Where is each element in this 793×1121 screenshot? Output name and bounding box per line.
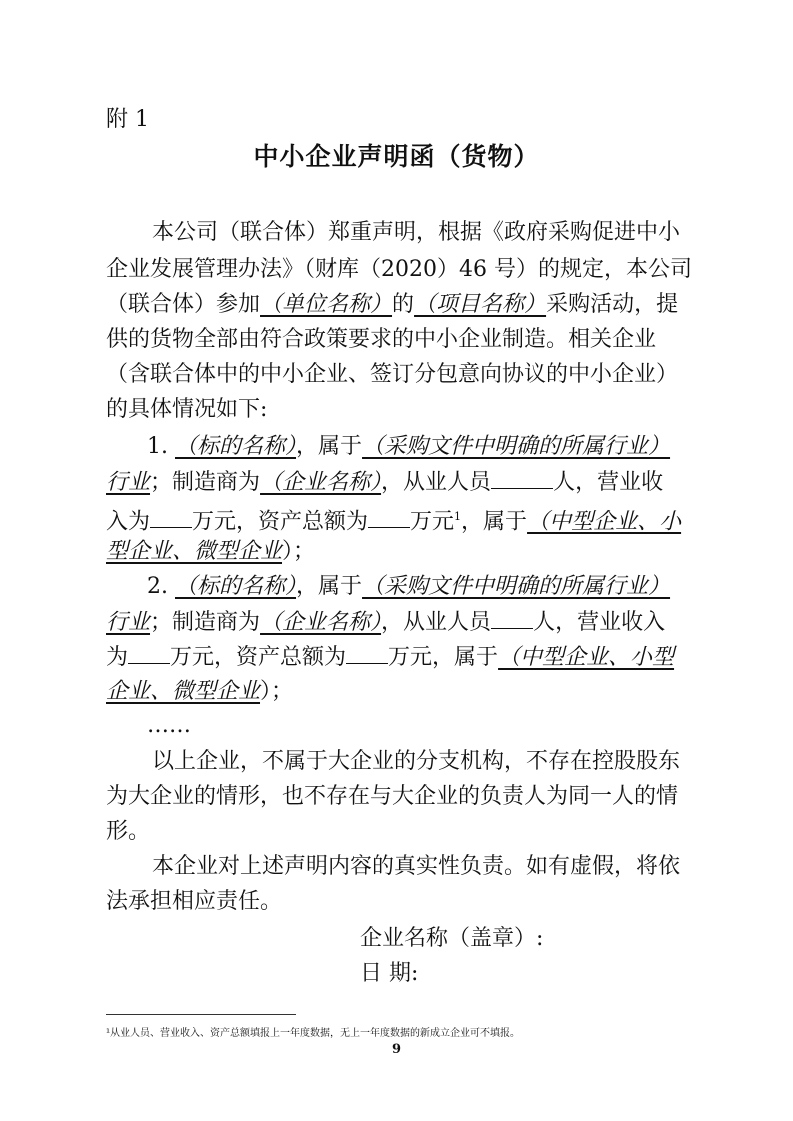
para1-text: 的: [392, 292, 415, 317]
item1-text: 万元，资产总额为: [192, 509, 369, 535]
para2-line2: 为大企业的情形，也不存在与大企业的负责人为同一人的情: [106, 784, 679, 809]
item1-text: 人，营业收: [553, 470, 664, 495]
item2-revenue-blank: [128, 643, 170, 664]
footnote: ¹从业人员、营业收入、资产总额填报上一年度数据，无上一年度数据的新成立企业可不填报。: [106, 1028, 521, 1039]
para2-line1: 以上企业，不属于大企业的分支机构，不存在控股股东: [152, 749, 681, 774]
item1-text: ，从业人员: [381, 470, 492, 495]
item2-text: ，属于: [296, 574, 363, 599]
item2-company-placeholder: （企业名称）: [260, 610, 382, 635]
para1-line6: 的具体情况如下:: [106, 397, 268, 422]
item1-type-placeholder-cont: 型企业、微型企业: [106, 539, 283, 564]
item1-text: ，属于: [296, 434, 363, 459]
item2-text: 人，营业收入: [533, 610, 666, 635]
item2-industry-placeholder: （采购文件中明确的所属行业）: [362, 574, 671, 599]
para3-line2: 法承担相应责任。: [106, 889, 283, 914]
item1-line1: [147, 433, 670, 461]
item1-subject-placeholder: （标的名称）: [175, 434, 297, 459]
footnote-marker: 1: [454, 510, 462, 523]
signature-company: 企业名称（盖章）:: [360, 926, 544, 951]
item2-staff-blank: [491, 608, 533, 629]
item1-number: 1.: [147, 434, 168, 459]
item2-text: ；制造商为: [150, 610, 261, 635]
item2-line2: [106, 608, 665, 637]
item1-text: 入为: [106, 509, 151, 535]
item1-staff-blank: [491, 468, 553, 489]
item2-text: 万元，资产总额为: [170, 645, 347, 670]
item1-text: ）；: [282, 539, 316, 564]
item1-text: ；制造商为: [150, 470, 261, 495]
ellipsis: ……: [147, 713, 191, 738]
item1-industry-suffix: 行业: [106, 470, 151, 495]
item2-number: 2.: [147, 574, 168, 599]
para1-line4: 供的货物全部由符合政策要求的中小企业制造。相关企业: [106, 327, 657, 352]
para1-line5: （含联合体中的中小企业、签订分包意向协议的中小企业）: [106, 362, 679, 387]
item2-subject-placeholder: （标的名称）: [175, 574, 297, 599]
para3-line1: 本企业对上述声明内容的真实性负责。如有虚假，将依: [152, 854, 681, 879]
item1-line3: [106, 503, 681, 536]
item2-text: ）；: [260, 679, 294, 704]
item1-type-placeholder: （中型企业、小: [527, 509, 682, 535]
item1-text: ，属于: [461, 509, 528, 535]
para1-text: 采购活动，提: [546, 292, 679, 317]
item2-line4: [106, 678, 293, 706]
page-title: 中小企业声明函（货物）: [253, 142, 540, 171]
item2-line3: [106, 643, 674, 672]
item2-text: 为: [106, 645, 129, 670]
footnote-divider: [106, 1014, 296, 1015]
item2-text: 万元，属于: [388, 645, 499, 670]
para1-line3: [106, 291, 678, 319]
item1-text: 万元: [410, 509, 455, 535]
item2-type-placeholder-cont: 企业、微型企业: [106, 679, 261, 704]
item2-assets-blank: [346, 643, 388, 664]
attachment-label: 附 1: [106, 107, 149, 132]
page-number: 9: [391, 1042, 402, 1057]
item2-line1: [147, 573, 670, 601]
item1-company-placeholder: （企业名称）: [260, 470, 382, 495]
item1-line2: [106, 468, 663, 497]
item1-revenue-blank: [150, 507, 192, 528]
item2-type-placeholder: （中型企业、小型: [498, 645, 675, 670]
signature-date: 日 期:: [360, 961, 419, 986]
item1-industry-placeholder: （采购文件中明确的所属行业）: [362, 434, 671, 459]
unit-name-placeholder: （单位名称）: [260, 292, 393, 317]
para1-text: （联合体）参加: [106, 292, 261, 317]
para2-line3: 形。: [106, 819, 151, 844]
item1-line4: [106, 538, 315, 566]
item2-industry-suffix: 行业: [106, 610, 151, 635]
para1-line1: 本公司（联合体）郑重声明，根据《政府采购促进中小: [152, 220, 681, 245]
item2-text: ，从业人员: [381, 610, 492, 635]
para1-line2: 企业发展管理办法》（财库（2020）46 号）的规定，本公司: [106, 257, 692, 282]
project-name-placeholder: （项目名称）: [414, 292, 547, 317]
item1-assets-blank: [368, 507, 410, 528]
